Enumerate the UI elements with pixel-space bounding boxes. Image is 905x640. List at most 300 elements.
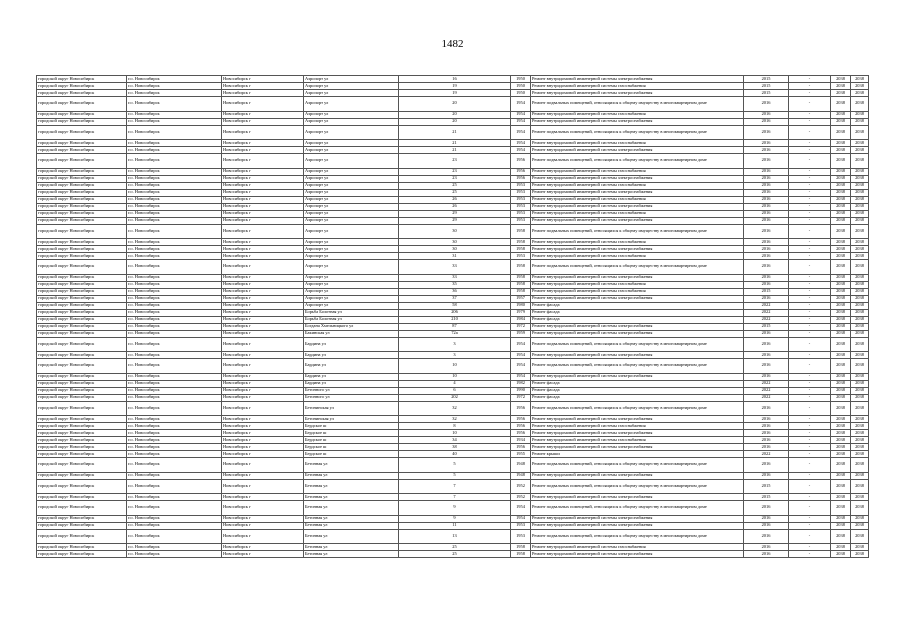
cell-dash: -: [789, 189, 831, 196]
cell-settlement-type: г.о. Новосибирск: [127, 401, 222, 416]
cell-street: Бетонинская ул: [304, 401, 399, 416]
cell-start: 2038: [831, 118, 851, 125]
table-row: [37, 423, 869, 430]
cell-house: 30: [399, 239, 511, 246]
cell-dash: -: [789, 401, 831, 416]
cell-work: Ремонт подвальных помещений, относящихся к общему имуществу в многоквартирном доме: [531, 359, 744, 374]
cell-work: Ремонт внутридомовой инженерной системы газоснабжения: [531, 288, 744, 295]
cell-municipality: городской округ Новосибирск: [37, 76, 127, 83]
cell-street: Бетонинская ул: [304, 416, 399, 423]
cell-settlement-type: г.о. Новосибирск: [127, 352, 222, 359]
cell-dash: -: [789, 479, 831, 494]
cell-start: 2038: [831, 451, 851, 458]
cell-start: 2038: [831, 522, 851, 529]
cell-house: 32: [399, 401, 511, 416]
table-row: [37, 515, 869, 522]
cell-start: 2038: [831, 168, 851, 175]
cell-dash: -: [789, 125, 831, 140]
cell-work: Ремонт подвальных помещений, относящихся к общему имуществу в многоквартирном доме: [531, 479, 744, 494]
cell-year: 1954: [511, 373, 531, 380]
cell-work: Ремонт внутридомовой инженерной системы газоснабжения: [531, 544, 744, 551]
cell-settlement-type: г.о. Новосибирск: [127, 387, 222, 394]
cell-settlement-type: г.о. Новосибирск: [127, 323, 222, 330]
cell-dash: -: [789, 196, 831, 203]
cell-municipality: городской округ Новосибирск: [37, 111, 127, 118]
cell-settlement-type: г.о. Новосибирск: [127, 125, 222, 140]
table-row: [37, 551, 869, 558]
cell-city: Новосибирск г: [222, 281, 304, 288]
cell-work: Ремонт внутридомовой инженерной системы газоснабжения: [531, 239, 744, 246]
cell-start: 2038: [831, 274, 851, 281]
cell-plan-year: 2015: [744, 288, 789, 295]
cell-start: 2038: [831, 309, 851, 316]
cell-start: 2038: [831, 330, 851, 337]
cell-municipality: городской округ Новосибирск: [37, 522, 127, 529]
cell-street: Аэропорт ул: [304, 253, 399, 260]
cell-year: 1954: [511, 501, 531, 516]
cell-start: 2038: [831, 316, 851, 323]
cell-dash: -: [789, 83, 831, 90]
cell-street: Бардина ул: [304, 373, 399, 380]
cell-work: Ремонт внутридомовой инженерной системы электроснабжения: [531, 217, 744, 224]
cell-year: 1948: [511, 458, 531, 473]
cell-settlement-type: г.о. Новосибирск: [127, 330, 222, 337]
cell-municipality: городской округ Новосибирск: [37, 423, 127, 430]
cell-settlement-type: г.о. Новосибирск: [127, 522, 222, 529]
cell-city: Новосибирск г: [222, 253, 304, 260]
table-row: [37, 118, 869, 125]
table-row: [37, 76, 869, 83]
cell-dash: -: [789, 295, 831, 302]
table-row: [37, 416, 869, 423]
cell-work: Ремонт подвальных помещений, относящихся к общему имуществу в многоквартирном доме: [531, 260, 744, 275]
cell-settlement-type: г.о. Новосибирск: [127, 224, 222, 239]
cell-plan-year: 2015: [744, 479, 789, 494]
cell-work: Ремонт внутридомовой инженерной системы электроснабжения: [531, 175, 744, 182]
cell-dash: -: [789, 210, 831, 217]
cell-municipality: городской округ Новосибирск: [37, 83, 127, 90]
cell-street: Аэропорт ул: [304, 281, 399, 288]
cell-end: 2038: [851, 529, 869, 544]
cell-city: Новосибирск г: [222, 140, 304, 147]
cell-year: 1956: [511, 416, 531, 423]
cell-start: 2038: [831, 401, 851, 416]
cell-municipality: городской округ Новосибирск: [37, 210, 127, 217]
cell-dash: -: [789, 437, 831, 444]
cell-municipality: городской округ Новосибирск: [37, 501, 127, 516]
cell-settlement-type: г.о. Новосибирск: [127, 458, 222, 473]
cell-house: 21: [399, 140, 511, 147]
cell-year: 1956: [511, 168, 531, 175]
cell-year: 1972: [511, 323, 531, 330]
cell-street: Аэропорт ул: [304, 154, 399, 169]
cell-start: 2038: [831, 458, 851, 473]
cell-city: Новосибирск г: [222, 224, 304, 239]
cell-end: 2038: [851, 437, 869, 444]
cell-street: Аэропорт ул: [304, 196, 399, 203]
cell-work: Ремонт внутридомовой инженерной системы электроснабжения: [531, 430, 744, 437]
cell-end: 2038: [851, 501, 869, 516]
cell-end: 2038: [851, 472, 869, 479]
cell-dash: -: [789, 323, 831, 330]
table-row: [37, 380, 869, 387]
cell-house: 21: [399, 147, 511, 154]
cell-end: 2038: [851, 544, 869, 551]
cell-house: 206: [399, 309, 511, 316]
cell-year: 1990: [511, 387, 531, 394]
cell-end: 2038: [851, 281, 869, 288]
cell-city: Новосибирск г: [222, 515, 304, 522]
cell-end: 2038: [851, 337, 869, 352]
cell-plan-year: 2016: [744, 111, 789, 118]
cell-end: 2038: [851, 401, 869, 416]
cell-dash: -: [789, 76, 831, 83]
cell-year: 1956: [511, 444, 531, 451]
cell-settlement-type: г.о. Новосибирск: [127, 451, 222, 458]
cell-dash: -: [789, 309, 831, 316]
cell-municipality: городской округ Новосибирск: [37, 337, 127, 352]
cell-house: 19: [399, 83, 511, 90]
cell-house: 20: [399, 111, 511, 118]
table-row: [37, 352, 869, 359]
cell-work: Ремонт фасада: [531, 309, 744, 316]
cell-dash: -: [789, 274, 831, 281]
cell-work: Ремонт внутридомовой инженерной системы электроснабжения: [531, 274, 744, 281]
cell-municipality: городской округ Новосибирск: [37, 224, 127, 239]
cell-settlement-type: г.о. Новосибирск: [127, 239, 222, 246]
cell-end: 2038: [851, 444, 869, 451]
table-row: [37, 430, 869, 437]
cell-street: Бардина ул: [304, 359, 399, 374]
cell-end: 2038: [851, 458, 869, 473]
cell-start: 2038: [831, 423, 851, 430]
cell-plan-year: 2016: [744, 182, 789, 189]
cell-street: Аэропорт ул: [304, 125, 399, 140]
cell-start: 2038: [831, 111, 851, 118]
cell-work: Ремонт внутридомовой инженерной системы электроснабжения: [531, 551, 744, 558]
table-row: [37, 97, 869, 112]
table-row: [37, 175, 869, 182]
cell-house: 7: [399, 479, 511, 494]
table-row: [37, 203, 869, 210]
cell-house: 21: [399, 125, 511, 140]
cell-house: 9: [399, 515, 511, 522]
cell-city: Новосибирск г: [222, 203, 304, 210]
cell-settlement-type: г.о. Новосибирск: [127, 479, 222, 494]
cell-city: Новосибирск г: [222, 196, 304, 203]
cell-municipality: городской округ Новосибирск: [37, 529, 127, 544]
cell-start: 2038: [831, 125, 851, 140]
cell-end: 2038: [851, 387, 869, 394]
cell-street: Бетонная ул: [304, 479, 399, 494]
cell-start: 2038: [831, 529, 851, 544]
cell-plan-year: 2016: [744, 295, 789, 302]
cell-city: Новосибирск г: [222, 260, 304, 275]
cell-start: 2038: [831, 444, 851, 451]
cell-year: 1984: [511, 316, 531, 323]
cell-dash: -: [789, 90, 831, 97]
cell-work: Ремонт внутридомовой инженерной системы электроснабжения: [531, 494, 744, 501]
cell-street: Бардина ул: [304, 337, 399, 352]
cell-year: 1950: [511, 83, 531, 90]
cell-city: Новосибирск г: [222, 210, 304, 217]
cell-start: 2038: [831, 182, 851, 189]
cell-municipality: городской округ Новосибирск: [37, 430, 127, 437]
cell-city: Новосибирск г: [222, 437, 304, 444]
cell-municipality: городской округ Новосибирск: [37, 316, 127, 323]
cell-dash: -: [789, 515, 831, 522]
table-row: [37, 260, 869, 275]
cell-year: 1956: [511, 175, 531, 182]
cell-street: Аэропорт ул: [304, 118, 399, 125]
cell-dash: -: [789, 444, 831, 451]
cell-start: 2038: [831, 373, 851, 380]
cell-municipality: городской округ Новосибирск: [37, 253, 127, 260]
cell-house: 16: [399, 76, 511, 83]
cell-plan-year: 2016: [744, 147, 789, 154]
cell-municipality: городской округ Новосибирск: [37, 203, 127, 210]
cell-end: 2038: [851, 274, 869, 281]
cell-street: Аэропорт ул: [304, 83, 399, 90]
cell-plan-year: 2016: [744, 97, 789, 112]
cell-house: 20: [399, 118, 511, 125]
cell-settlement-type: г.о. Новосибирск: [127, 515, 222, 522]
cell-city: Новосибирск г: [222, 239, 304, 246]
cell-end: 2038: [851, 210, 869, 217]
cell-dash: -: [789, 472, 831, 479]
cell-plan-year: 2015: [744, 83, 789, 90]
cell-city: Новосибирск г: [222, 217, 304, 224]
cell-end: 2038: [851, 423, 869, 430]
cell-dash: -: [789, 217, 831, 224]
cell-municipality: городской округ Новосибирск: [37, 444, 127, 451]
cell-dash: -: [789, 387, 831, 394]
cell-plan-year: 2022: [744, 316, 789, 323]
cell-city: Новосибирск г: [222, 472, 304, 479]
table-row: [37, 281, 869, 288]
cell-street: Аэропорт ул: [304, 203, 399, 210]
cell-street: Бердское ш: [304, 444, 399, 451]
cell-plan-year: 2022: [744, 309, 789, 316]
cell-house: 25: [399, 544, 511, 551]
cell-dash: -: [789, 246, 831, 253]
cell-start: 2038: [831, 189, 851, 196]
cell-house: 33: [399, 260, 511, 275]
cell-plan-year: 2016: [744, 224, 789, 239]
table-row: [37, 472, 869, 479]
cell-year: 1958: [511, 274, 531, 281]
cell-plan-year: 2016: [744, 423, 789, 430]
cell-end: 2038: [851, 522, 869, 529]
cell-street: Аэропорт ул: [304, 189, 399, 196]
cell-street: Аэропорт ул: [304, 76, 399, 83]
cell-year: 1958: [511, 281, 531, 288]
cell-street: Бердское ш: [304, 423, 399, 430]
cell-municipality: городской округ Новосибирск: [37, 330, 127, 337]
cell-start: 2038: [831, 551, 851, 558]
cell-house: 23: [399, 168, 511, 175]
cell-settlement-type: г.о. Новосибирск: [127, 260, 222, 275]
cell-city: Новосибирск г: [222, 147, 304, 154]
table-row: [37, 154, 869, 169]
cell-end: 2038: [851, 494, 869, 501]
cell-start: 2038: [831, 97, 851, 112]
cell-start: 2038: [831, 217, 851, 224]
cell-city: Новосибирск г: [222, 90, 304, 97]
cell-municipality: городской округ Новосибирск: [37, 274, 127, 281]
cell-street: Бетонная ул: [304, 551, 399, 558]
cell-end: 2038: [851, 97, 869, 112]
cell-work: Ремонт внутридомовой инженерной системы электроснабжения: [531, 203, 744, 210]
table-row: [37, 189, 869, 196]
cell-start: 2038: [831, 323, 851, 330]
cell-start: 2038: [831, 337, 851, 352]
cell-year: 1954: [511, 111, 531, 118]
cell-end: 2038: [851, 551, 869, 558]
cell-end: 2038: [851, 246, 869, 253]
table-row: [37, 330, 869, 337]
cell-plan-year: 2016: [744, 430, 789, 437]
cell-work: Ремонт внутридомовой инженерной системы газоснабжения: [531, 210, 744, 217]
cell-work: Ремонт внутридомовой инженерной системы газоснабжения: [531, 196, 744, 203]
cell-dash: -: [789, 430, 831, 437]
cell-house: 202: [399, 394, 511, 401]
cell-municipality: городской округ Новосибирск: [37, 352, 127, 359]
cell-year: 1954: [511, 337, 531, 352]
cell-house: 25: [399, 551, 511, 558]
cell-settlement-type: г.о. Новосибирск: [127, 210, 222, 217]
cell-end: 2038: [851, 394, 869, 401]
cell-work: Ремонт подвальных помещений, относящихся к общему имуществу в многоквартирном доме: [531, 337, 744, 352]
table-row: [37, 90, 869, 97]
cell-end: 2038: [851, 217, 869, 224]
cell-street: Аэропорт ул: [304, 168, 399, 175]
cell-start: 2038: [831, 224, 851, 239]
cell-plan-year: 2016: [744, 352, 789, 359]
cell-city: Новосибирск г: [222, 175, 304, 182]
cell-house: 5: [399, 458, 511, 473]
cell-plan-year: 2016: [744, 281, 789, 288]
cell-end: 2038: [851, 430, 869, 437]
cell-year: 1953: [511, 182, 531, 189]
table-row: [37, 309, 869, 316]
cell-city: Новосибирск г: [222, 295, 304, 302]
cell-house: 23: [399, 154, 511, 169]
cell-house: 26: [399, 196, 511, 203]
cell-dash: -: [789, 168, 831, 175]
cell-street: Бетонная ул: [304, 472, 399, 479]
cell-municipality: городской округ Новосибирск: [37, 182, 127, 189]
cell-municipality: городской округ Новосибирск: [37, 154, 127, 169]
cell-plan-year: 2016: [744, 359, 789, 374]
cell-end: 2038: [851, 147, 869, 154]
cell-settlement-type: г.о. Новосибирск: [127, 309, 222, 316]
cell-street: Аэропорт ул: [304, 260, 399, 275]
cell-house: 58: [399, 302, 511, 309]
cell-city: Новосибирск г: [222, 479, 304, 494]
cell-plan-year: 2016: [744, 330, 789, 337]
cell-work: Ремонт подвальных помещений, относящихся к общему имуществу в многоквартирном доме: [531, 97, 744, 112]
cell-end: 2038: [851, 189, 869, 196]
cell-year: 1980: [511, 302, 531, 309]
cell-work: Ремонт внутридомовой инженерной системы электроснабжения: [531, 76, 744, 83]
cell-house: 29: [399, 217, 511, 224]
cell-plan-year: 2016: [744, 189, 789, 196]
cell-work: Ремонт фасада: [531, 387, 744, 394]
cell-work: Ремонт подвальных помещений, относящихся к общему имуществу в многоквартирном доме: [531, 458, 744, 473]
cell-plan-year: 2022: [744, 387, 789, 394]
cell-start: 2038: [831, 260, 851, 275]
cell-municipality: городской округ Новосибирск: [37, 451, 127, 458]
cell-settlement-type: г.о. Новосибирск: [127, 175, 222, 182]
cell-plan-year: 2016: [744, 416, 789, 423]
cell-city: Новосибирск г: [222, 458, 304, 473]
cell-municipality: городской округ Новосибирск: [37, 309, 127, 316]
cell-city: Новосибирск г: [222, 111, 304, 118]
cell-street: Аэропорт ул: [304, 175, 399, 182]
cell-settlement-type: г.о. Новосибирск: [127, 76, 222, 83]
cell-dash: -: [789, 416, 831, 423]
cell-end: 2038: [851, 479, 869, 494]
cell-end: 2038: [851, 451, 869, 458]
cell-work: Ремонт внутридомовой инженерной системы электроснабжения: [531, 373, 744, 380]
cell-street: Бетонного ул: [304, 394, 399, 401]
cell-dash: -: [789, 373, 831, 380]
cell-start: 2038: [831, 76, 851, 83]
cell-work: Ремонт внутридомовой инженерной системы электроснабжения: [531, 147, 744, 154]
cell-settlement-type: г.о. Новосибирск: [127, 83, 222, 90]
cell-municipality: городской округ Новосибирск: [37, 359, 127, 374]
cell-municipality: городской округ Новосибирск: [37, 387, 127, 394]
cell-plan-year: 2016: [744, 501, 789, 516]
cell-dash: -: [789, 359, 831, 374]
cell-year: 1934: [511, 437, 531, 444]
cell-plan-year: 2015: [744, 76, 789, 83]
cell-house: 30: [399, 224, 511, 239]
cell-end: 2038: [851, 175, 869, 182]
table-row: [37, 323, 869, 330]
cell-end: 2038: [851, 288, 869, 295]
cell-city: Новосибирск г: [222, 423, 304, 430]
cell-start: 2038: [831, 90, 851, 97]
cell-dash: -: [789, 302, 831, 309]
cell-dash: -: [789, 451, 831, 458]
cell-start: 2038: [831, 253, 851, 260]
cell-street: Бетонная ул: [304, 501, 399, 516]
cell-municipality: городской округ Новосибирск: [37, 288, 127, 295]
cell-plan-year: 2016: [744, 196, 789, 203]
repair-schedule-table: [36, 75, 869, 558]
cell-end: 2038: [851, 260, 869, 275]
cell-dash: -: [789, 494, 831, 501]
cell-municipality: городской округ Новосибирск: [37, 246, 127, 253]
table-row: [37, 302, 869, 309]
cell-street: Бетонного ул: [304, 387, 399, 394]
table-row: [37, 437, 869, 444]
table-row: [37, 253, 869, 260]
cell-dash: -: [789, 316, 831, 323]
cell-settlement-type: г.о. Новосибирск: [127, 90, 222, 97]
cell-house: 31: [399, 253, 511, 260]
cell-street: Бердское ш: [304, 451, 399, 458]
cell-dash: -: [789, 175, 831, 182]
cell-house: 33: [399, 274, 511, 281]
cell-dash: -: [789, 182, 831, 189]
cell-end: 2038: [851, 125, 869, 140]
cell-dash: -: [789, 288, 831, 295]
cell-house: 34: [399, 437, 511, 444]
cell-house: 4: [399, 380, 511, 387]
